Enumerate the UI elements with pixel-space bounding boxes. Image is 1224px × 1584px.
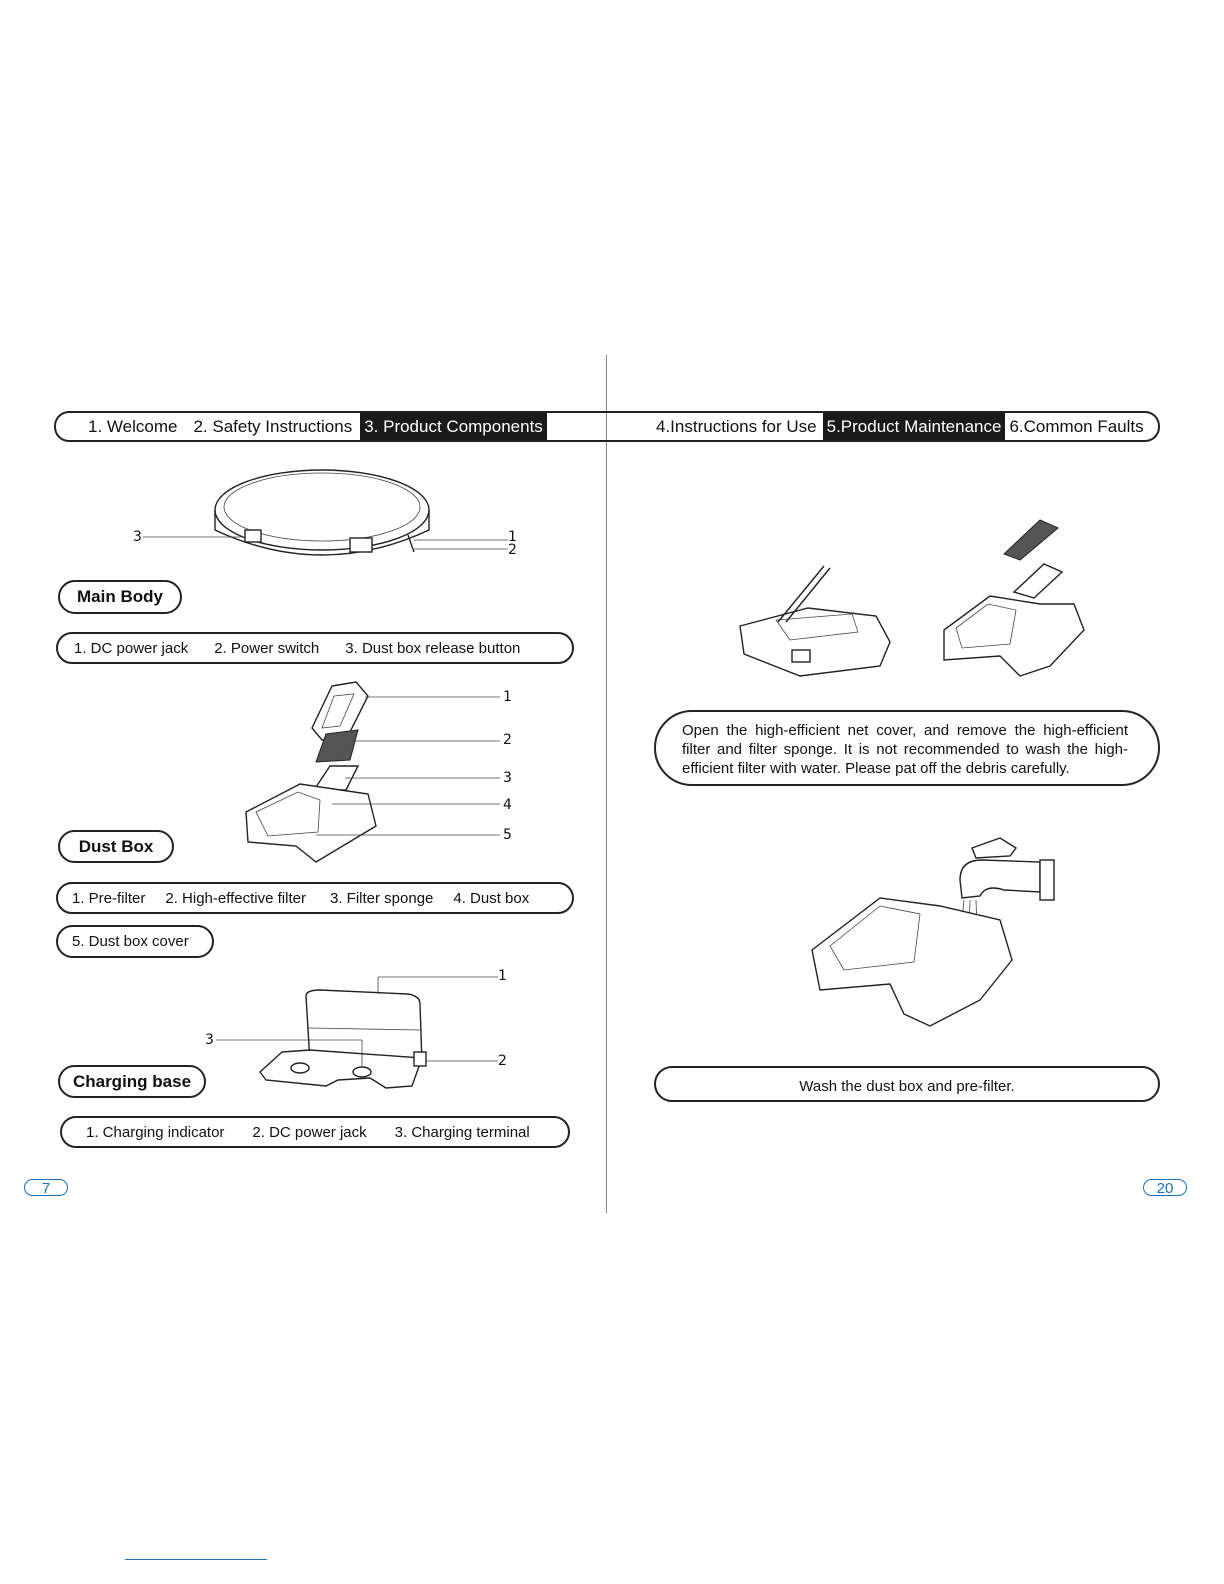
part-pre-filter: 1. Pre-filter (72, 889, 146, 907)
nav-safety-instructions[interactable]: 2. Safety Instructions (193, 416, 353, 436)
charging-base-parts-list (60, 1116, 570, 1148)
part-high-effective-filter: 2. High-effective filter (165, 889, 306, 907)
page-divider (606, 355, 607, 1213)
dust-box-title: Dust Box (58, 830, 174, 863)
main-body-parts-list (56, 632, 574, 664)
dust-box-callout-3: 3 (503, 770, 512, 786)
section-nav-left (54, 411, 606, 442)
section-nav-right (606, 411, 1160, 442)
dust-box-callout-4: 4 (503, 797, 512, 813)
part-power-switch: 2. Power switch (214, 639, 320, 657)
dust-box-callout-2: 2 (503, 732, 512, 748)
charging-base-callout-1: 1 (498, 968, 507, 984)
dust-box-callout-5: 5 (503, 827, 512, 843)
page-number-right: 20 (1143, 1179, 1187, 1196)
part-filter-sponge: 3. Filter sponge (329, 889, 434, 907)
nav-welcome[interactable]: 1. Welcome (88, 416, 178, 436)
part-charging-terminal: 3. Charging terminal (394, 1123, 530, 1141)
dust-box-callout-1: 1 (503, 689, 512, 705)
nav-common-faults[interactable]: 6.Common Faults (1009, 416, 1144, 436)
nav-product-components[interactable]: 3. Product Components (360, 413, 547, 440)
main-body-callout-2: 2 (508, 542, 517, 558)
page-number-left: 7 (24, 1179, 68, 1196)
part-dc-power-jack-base: 2. DC power jack (252, 1123, 367, 1141)
charging-base-callout-3: 3 (205, 1032, 214, 1048)
footer-rule (125, 1559, 267, 1560)
dust-box-parts-list (56, 882, 574, 914)
part-dust-box-cover: 5. Dust box cover (72, 933, 189, 950)
step2-instruction: Wash the dust box and pre-filter. (654, 1066, 1160, 1102)
nav-product-maintenance[interactable]: 5.Product Maintenance (823, 413, 1006, 440)
dust-box-parts-list-extra (56, 925, 214, 958)
nav-instructions-for-use[interactable]: 4.Instructions for Use (656, 416, 817, 436)
charging-base-callout-2: 2 (498, 1053, 507, 1069)
part-charging-indicator: 1. Charging indicator (86, 1123, 225, 1141)
main-body-callout-1: 1 (508, 529, 517, 545)
main-body-callout-3: 3 (133, 529, 142, 545)
part-dust-box-release-button: 3. Dust box release button (345, 639, 521, 657)
part-dc-power-jack: 1. DC power jack (74, 639, 189, 657)
part-dust-box: 4. Dust box (453, 889, 530, 907)
charging-base-title: Charging base (58, 1065, 206, 1098)
main-body-title: Main Body (58, 580, 182, 614)
step1-instruction: Open the high-efficient net cover, and remove the high-efficient filter and filter sponge. It is not recommended to wash the high-efficient filter with water. Please pat off the debris carefully. (654, 710, 1160, 786)
